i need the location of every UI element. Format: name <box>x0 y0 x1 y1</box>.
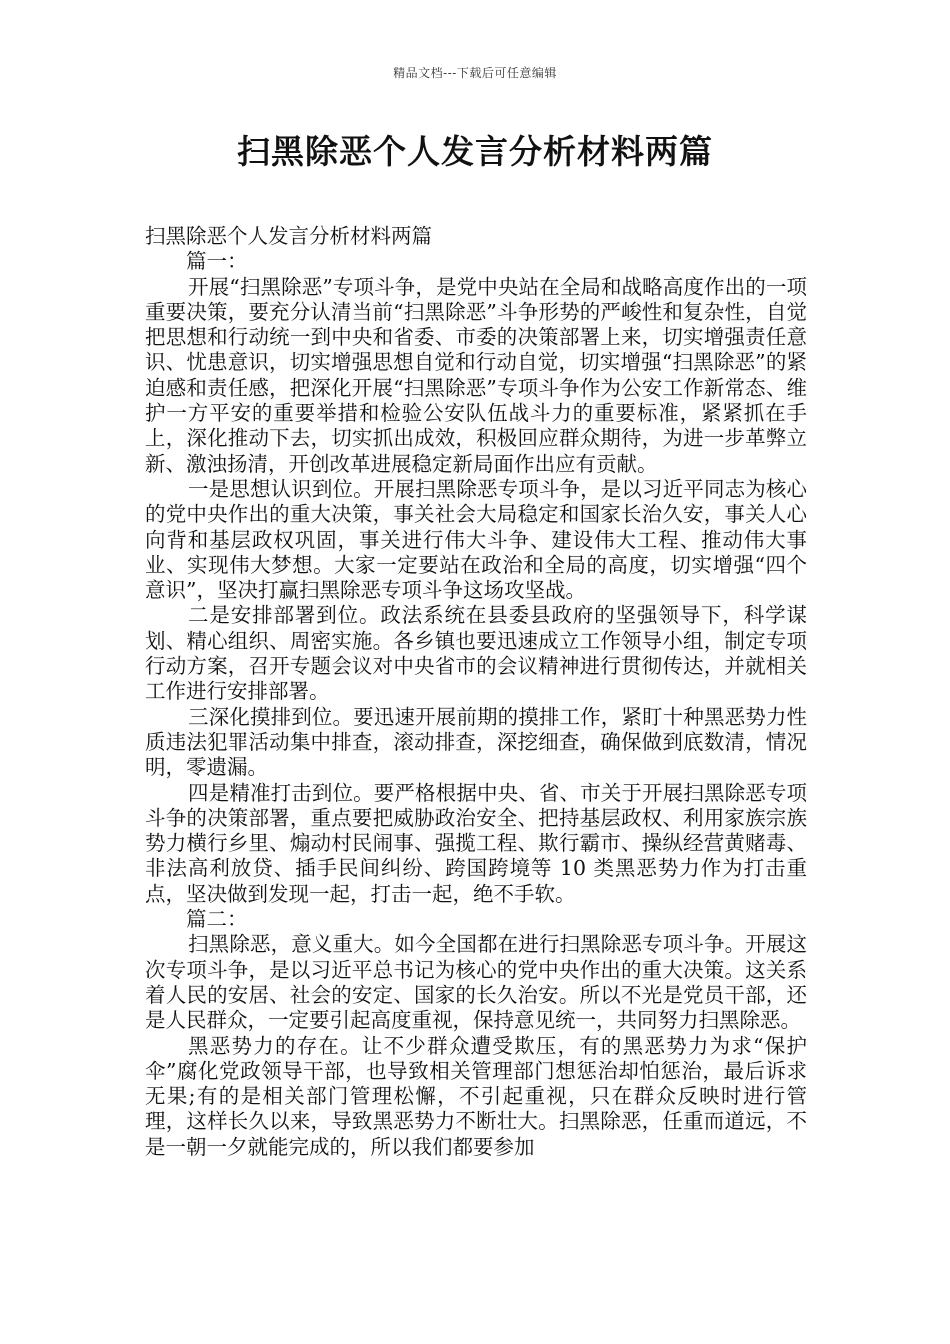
paragraph: 一是思想认识到位。开展扫黑除恶专项斗争，是以习近平同志为核心的党中央作出的重大决策，事关社会大局稳定和国家长治久安，事关人心向背和基层政权巩固，事关进行伟大斗争、建设伟大工程、推动伟大事业、实现伟大梦想。大家一定要站在政治和全局的高度，切实增强“四个意识”，坚决打赢扫黑除恶专项斗争这场攻坚战。 <box>145 476 807 603</box>
paragraph: 扫黑除恶，意义重大。如今全国都在进行扫黑除恶专项斗争。开展这次专项斗争，是以习近平总书记为核心的党中央作出的重大决策。这关系着人民的安居、社会的安定、国家的长久治安。所以不光是党员干部，还是人民群众，一定要引起高度重视，保持意见统一，共同努力扫黑除恶。 <box>145 932 807 1033</box>
paragraph: 二是安排部署到位。政法系统在县委县政府的坚强领导下，科学谋划、精心组织、周密实施。各乡镇也要迅速成立工作领导小组，制定专项行动方案，召开专题会议对中央省市的会议精神进行贯彻传达，并就相关工作进行安排部署。 <box>145 603 807 704</box>
header-note: 精品文档---下载后可任意编辑 <box>393 66 557 80</box>
paragraph: 四是精准打击到位。要严格根据中央、省、市关于开展扫黑除恶专项斗争的决策部署，重点要把威胁政治安全、把持基层政权、利用家族宗族势力横行乡里、煽动村民闹事、强揽工程、欺行霸市、操纵经营黄赌毒、非法高利放贷、插手民间纠纷、跨国跨境等 10 类黑恶势力作为打击重点，坚决做到发现一起，打击一起，绝不手软。 <box>145 780 807 906</box>
paragraph: 三深化摸排到位。要迅速开展前期的摸排工作，紧盯十种黑恶势力性质违法犯罪活动集中排查，滚动排查，深挖细查，确保做到底数清，情况明，零遗漏。 <box>145 704 807 780</box>
section-one-label: 篇一： <box>186 249 248 274</box>
paragraph: 黑恶势力的存在。让不少群众遭受欺压，有的黑恶势力为求“保护伞”腐化党政领导干部，也导致相关管理部门想惩治却怕惩治，最后诉求无果;有的是相关部门管理松懈，不引起重视，只在群众反映时进行管理，这样长久以来，导致黑恶势力不断壮大。扫黑除恶，任重而道远，不是一朝一夕就能完成的，所以我们都要参加 <box>145 1033 807 1159</box>
document-title: 扫黑除恶个人发言分析材料两篇 <box>237 132 713 171</box>
paragraph: 开展“扫黑除恶”专项斗争，是党中央站在全局和战略高度作出的一项重要决策，要充分认清当前“扫黑除恶”斗争形势的严峻性和复杂性，自觉把思想和行动统一到中央和省委、市委的决策部署上来，切实增强责任意识、忧患意识，切实增强思想自觉和行动自觉，切实增强“扫黑除恶”的紧迫感和责任感，把深化开展“扫黑除恶”专项斗争作为公安工作新常态、维护一方平安的重要举措和检验公安队伍战斗力的重要标准，紧紧抓在手上，深化推动下去，切实抓出成效，积极回应群众期待，为进一步革弊立新、激浊扬清，开创改革进展稳定新局面作出应有贡献。 <box>145 274 807 476</box>
document-subtitle: 扫黑除恶个人发言分析材料两篇 <box>145 224 432 248</box>
section-two-label: 篇二： <box>186 907 248 932</box>
document-body <box>145 224 807 1160</box>
